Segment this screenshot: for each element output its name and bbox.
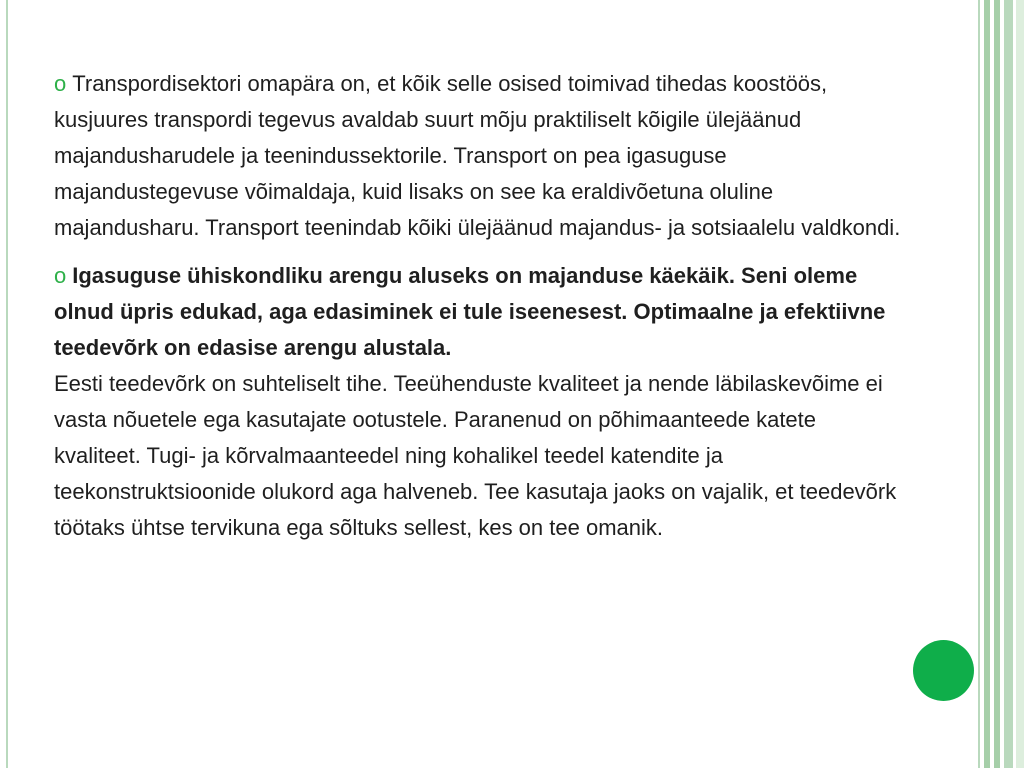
bullet-icon: o xyxy=(54,263,67,288)
paragraph-2-text: Eesti teedevõrk on suhteliselt tihe. Teeühenduste kvaliteet ja nende läbilaskevõime ei vasta nõuetele ega kasutajate ootustele. Paranenud on põhimaanteede katete kvaliteet. Tugi- ja kõrvalmaanteedel ning kohalikel teedel katendite ja teekonstruktsioonide olukord aga halveneb. Tee kasutaja jaoks on vajalik, et teedevõrk töötaks ühtse tervikuna ega sõltuks sellest, kes on tee omanik. xyxy=(54,371,897,540)
right-frame-stripe xyxy=(994,0,1000,768)
paragraph-1-text: Transpordisektori omapära on, et kõik selle osised toimivad tihedas koostöös, kusjuures transpordi tegevus avaldab suurt mõju praktiliselt kõigile ülejäänud majandusharudele ja teenindussektorile. Transport on pea igasuguse majandustegevuse võimaldaja, kuid lisaks on see ka eraldivõetuna oluline majandusharu. Transport teenindab kõiki ülejäänud majandus- ja sotsiaalelu valdkondi. xyxy=(54,71,901,240)
decorative-circle xyxy=(913,640,974,701)
right-frame-stripe xyxy=(984,0,990,768)
slide-content xyxy=(54,66,904,558)
bullet-icon: o xyxy=(54,71,67,96)
paragraph-2 xyxy=(54,258,904,546)
paragraph-1 xyxy=(54,66,904,246)
right-frame-stripe xyxy=(978,0,980,768)
right-frame-stripe xyxy=(1016,0,1024,768)
left-frame-line xyxy=(6,0,8,768)
paragraph-2-bold-text: Igasuguse ühiskondliku arengu aluseks on majanduse käekäik. Seni oleme olnud üpris edukad, aga edasiminek ei tule iseenesest. Optimaalne ja efektiivne teedevõrk on edasise arengu alustala. xyxy=(54,263,886,360)
right-frame-stripe xyxy=(1004,0,1013,768)
